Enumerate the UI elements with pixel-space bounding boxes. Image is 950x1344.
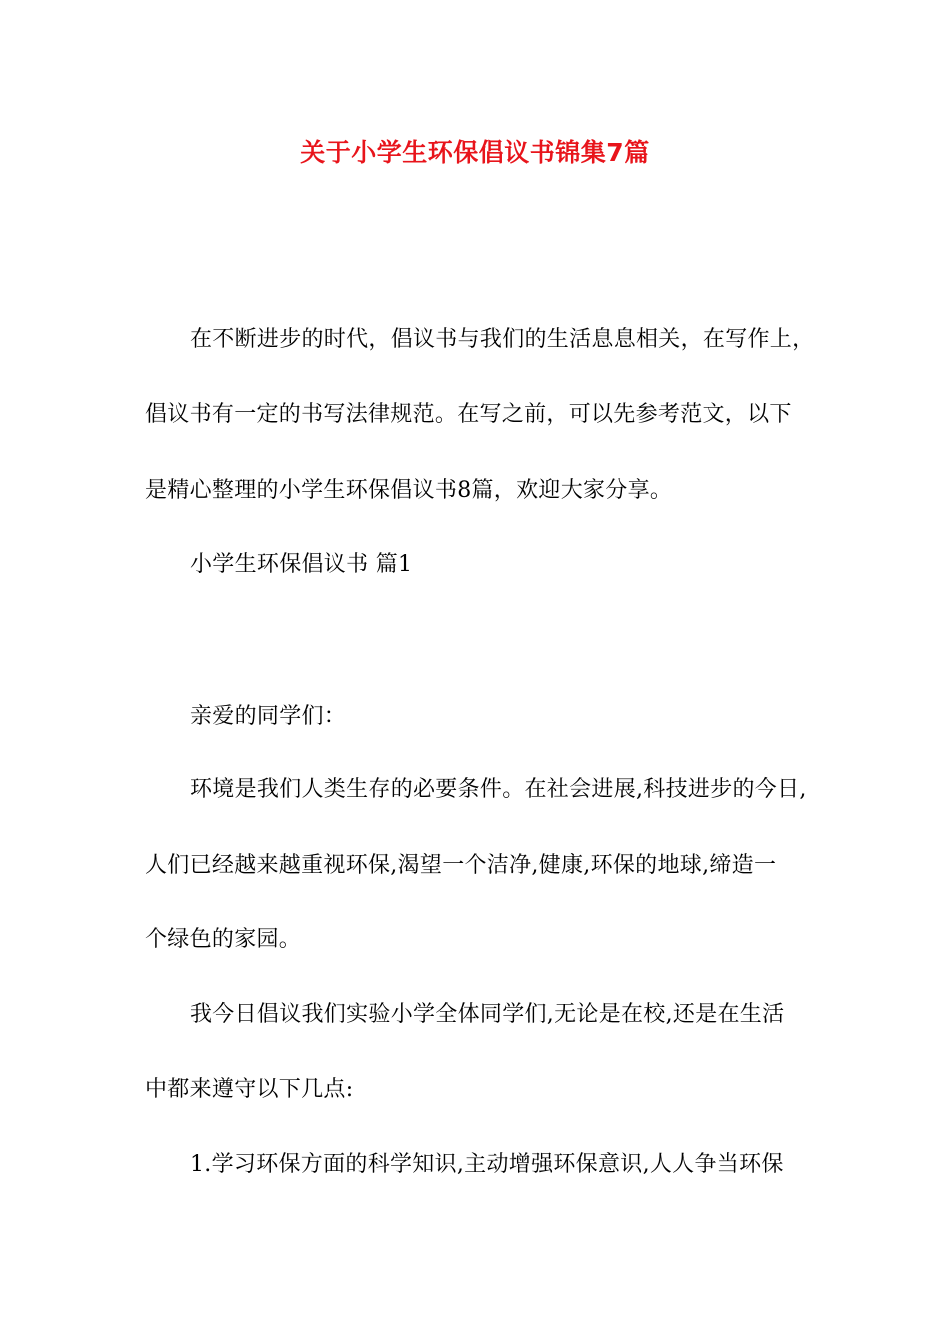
paragraph-line: 是精心整理的小学生环保倡议书8篇，欢迎大家分享。	[145, 478, 673, 503]
paragraph-line: 环境是我们人类生存的必要条件。在社会进展,科技进步的今日,	[190, 777, 807, 802]
paragraph-line: 我今日倡议我们实验小学全体同学们,无论是在校,还是在生活	[190, 1002, 785, 1027]
section-heading: 小学生环保倡议书 篇1	[190, 552, 413, 577]
list-item-line: 1.学习环保方面的科学知识,主动增强环保意识,人人争当环保	[190, 1152, 784, 1177]
document-title: 关于小学生环保倡议书锦集7篇	[300, 138, 650, 167]
paragraph-line: 倡议书有一定的书写法律规范。在写之前，可以先参考范文，以下	[145, 402, 792, 427]
paragraph-line: 人们已经越来越重视环保,渴望一个洁净,健康,环保的地球,缔造一	[145, 853, 777, 878]
salutation-line: 亲爱的同学们：	[190, 704, 347, 729]
paragraph-line: 个绿色的家园。	[145, 927, 302, 952]
paragraph-line: 中都来遵守以下几点:	[145, 1077, 354, 1102]
paragraph-line: 在不断进步的时代，倡议书与我们的生活息息相关，在写作上，	[190, 327, 815, 352]
